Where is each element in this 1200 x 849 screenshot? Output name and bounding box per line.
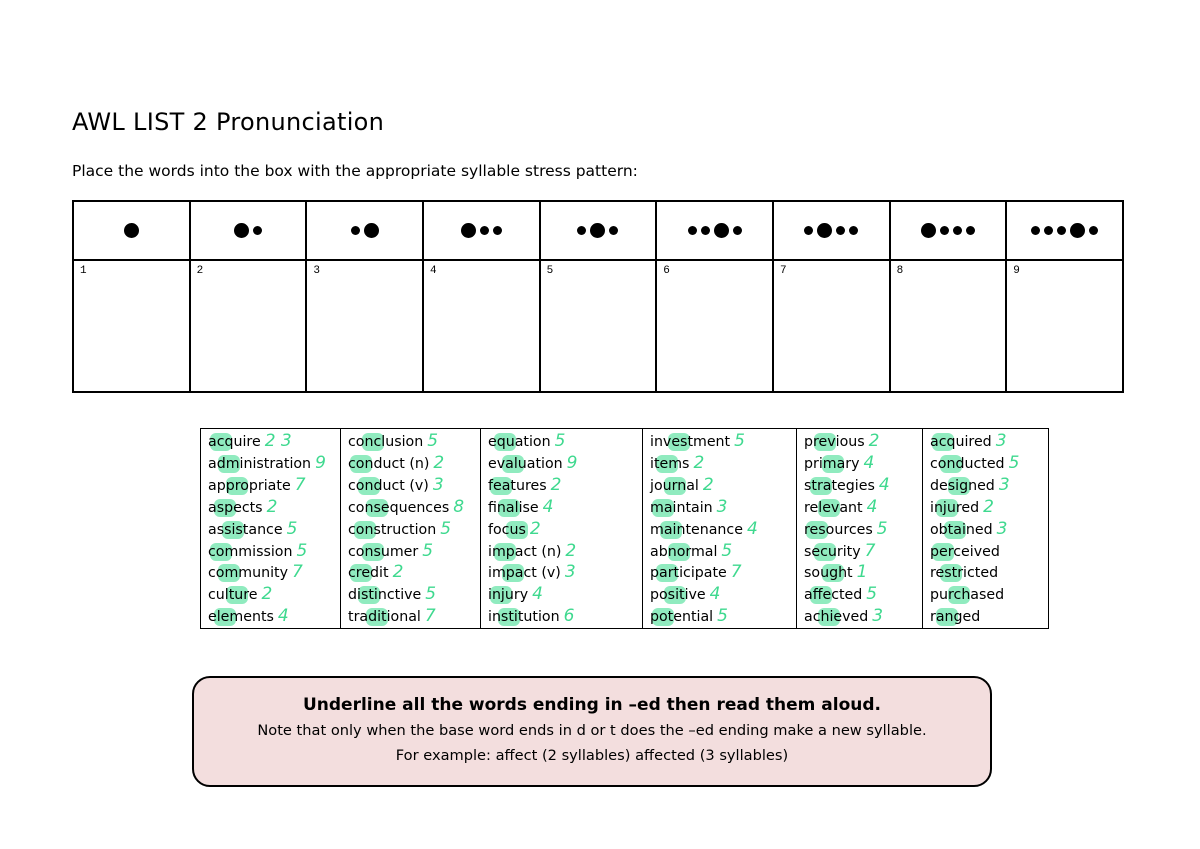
word-text: investment bbox=[650, 434, 731, 450]
word-text: institution bbox=[488, 609, 560, 626]
word-text: community bbox=[208, 565, 289, 582]
stressed-syllable-dot bbox=[921, 223, 936, 238]
word-text: purchased bbox=[930, 587, 1005, 604]
word-item bbox=[208, 562, 340, 584]
word-item bbox=[930, 519, 1048, 541]
handwritten-pattern-number: 5 bbox=[721, 540, 733, 561]
handwritten-pattern-number: 7 bbox=[294, 474, 306, 495]
word-item bbox=[650, 562, 796, 584]
answer-box-7[interactable] bbox=[773, 260, 890, 392]
word-item bbox=[348, 562, 480, 584]
handwritten-pattern-number: 5 bbox=[876, 518, 888, 539]
handwritten-pattern-number: 3 bbox=[995, 431, 1007, 451]
handwritten-pattern-number: 4 bbox=[746, 518, 758, 539]
word-text: injured bbox=[930, 499, 980, 516]
word-text: impact (v) bbox=[488, 565, 561, 582]
handwritten-pattern-number: 5 bbox=[554, 431, 566, 451]
word-item bbox=[930, 541, 1048, 563]
word-item bbox=[930, 497, 1048, 519]
word-text: restricted bbox=[930, 565, 999, 582]
word-text: obtained bbox=[930, 521, 993, 538]
word-text: acquire bbox=[208, 434, 261, 450]
word-text: designed bbox=[930, 477, 995, 494]
word-item bbox=[208, 541, 340, 563]
unstressed-syllable-dot bbox=[351, 226, 360, 235]
handwritten-pattern-number: 4 bbox=[277, 606, 289, 627]
handwritten-pattern-number: 3 bbox=[998, 474, 1010, 495]
stressed-syllable-dot bbox=[817, 223, 832, 238]
word-item bbox=[208, 497, 340, 519]
word-item bbox=[650, 519, 796, 541]
handwritten-pattern-number: 2 bbox=[261, 584, 273, 605]
unstressed-syllable-dot bbox=[966, 226, 975, 235]
word-item bbox=[348, 519, 480, 541]
handwritten-pattern-number: 9 bbox=[566, 452, 578, 473]
stressed-syllable-dot bbox=[714, 223, 729, 238]
word-text: distinctive bbox=[348, 587, 422, 604]
stressed-syllable-dot bbox=[124, 223, 139, 238]
word-item bbox=[930, 562, 1048, 584]
handwritten-pattern-number: 8 bbox=[453, 496, 465, 517]
unstressed-syllable-dot bbox=[1044, 226, 1053, 235]
word-item bbox=[488, 519, 642, 541]
word-item bbox=[488, 475, 642, 497]
unstressed-syllable-dot bbox=[1089, 226, 1098, 235]
handwritten-pattern-number: 5 bbox=[427, 431, 439, 451]
unstressed-syllable-dot bbox=[849, 226, 858, 235]
word-column-4 bbox=[643, 429, 797, 629]
handwritten-pattern-number: 3 bbox=[716, 496, 728, 517]
stress-pattern-grid bbox=[72, 200, 1124, 393]
stressed-syllable-dot bbox=[590, 223, 605, 238]
unstressed-syllable-dot bbox=[953, 226, 962, 235]
answer-box-4[interactable] bbox=[423, 260, 540, 392]
word-text: maintain bbox=[650, 499, 713, 516]
handwritten-pattern-number: 5 bbox=[440, 518, 452, 539]
word-text: participate bbox=[650, 565, 727, 582]
word-item bbox=[348, 453, 480, 475]
word-text: conduct (v) bbox=[348, 477, 429, 494]
word-item bbox=[804, 431, 922, 453]
answer-box-number: 6 bbox=[663, 265, 670, 277]
handwritten-pattern-number: 9 bbox=[315, 452, 326, 473]
handwritten-pattern-number: 3 bbox=[432, 474, 444, 495]
answer-box-number: 2 bbox=[196, 265, 204, 277]
word-item bbox=[930, 431, 1048, 453]
word-item bbox=[804, 562, 922, 584]
handwritten-pattern-number: 6 bbox=[563, 606, 575, 627]
word-text: security bbox=[804, 543, 861, 560]
word-text: journal bbox=[650, 477, 699, 494]
handwritten-pattern-number: 5 bbox=[1008, 452, 1020, 473]
note-heading: Underline all the words ending in –ed then read them aloud. bbox=[302, 695, 882, 715]
word-text: aspects bbox=[208, 499, 263, 516]
stress-pattern-3 bbox=[306, 201, 423, 260]
word-text: items bbox=[650, 455, 690, 472]
word-text: ranged bbox=[930, 609, 981, 626]
word-item bbox=[208, 453, 340, 475]
answer-box-5[interactable] bbox=[540, 260, 657, 392]
stress-pattern-7 bbox=[773, 201, 890, 260]
unstressed-syllable-dot bbox=[480, 226, 489, 235]
handwritten-pattern-number: 5 bbox=[425, 584, 437, 605]
word-text: conducted bbox=[930, 455, 1005, 472]
handwritten-pattern-number: 4 bbox=[878, 474, 890, 495]
answer-box-3[interactable] bbox=[306, 260, 423, 392]
word-column-3 bbox=[481, 429, 643, 629]
unstressed-syllable-dot bbox=[701, 226, 710, 235]
note-rule: Note that only when the base word ends in d or t does the –ed ending make a new syllable. bbox=[257, 722, 927, 739]
handwritten-pattern-number: 2 3 bbox=[264, 431, 292, 451]
handwritten-pattern-number: 3 bbox=[872, 606, 884, 627]
handwritten-pattern-number: 2 bbox=[433, 452, 445, 473]
word-item bbox=[208, 584, 340, 606]
word-item bbox=[930, 475, 1048, 497]
word-text: focus bbox=[488, 521, 526, 538]
handwritten-pattern-number: 2 bbox=[868, 431, 880, 451]
stress-pattern-6 bbox=[656, 201, 773, 260]
handwritten-pattern-number: 2 bbox=[550, 474, 562, 495]
word-column-5 bbox=[797, 429, 923, 629]
word-text: impact (n) bbox=[488, 543, 562, 560]
word-text: administration bbox=[208, 455, 312, 472]
page-title: AWL LIST 2 Pronunciation bbox=[72, 108, 385, 136]
word-text: elements bbox=[208, 609, 274, 626]
word-item bbox=[650, 475, 796, 497]
word-item bbox=[488, 453, 642, 475]
handwritten-pattern-number: 7 bbox=[864, 540, 876, 561]
word-item bbox=[804, 606, 922, 628]
word-item bbox=[650, 431, 796, 453]
word-item bbox=[488, 431, 642, 453]
answer-box-9[interactable] bbox=[1006, 260, 1123, 392]
unstressed-syllable-dot bbox=[577, 226, 586, 235]
stressed-syllable-dot bbox=[364, 223, 379, 238]
answer-box-number: 4 bbox=[429, 265, 437, 277]
unstressed-syllable-dot bbox=[493, 226, 502, 235]
word-item bbox=[208, 606, 340, 628]
word-text: affected bbox=[804, 587, 863, 604]
word-text: previous bbox=[804, 434, 865, 450]
word-text: credit bbox=[348, 565, 389, 582]
word-text: relevant bbox=[804, 499, 863, 516]
handwritten-pattern-number: 5 bbox=[422, 540, 434, 561]
word-item bbox=[650, 541, 796, 563]
instruction-text: Place the words into the box with the appropriate syllable stress pattern: bbox=[72, 162, 638, 180]
stress-pattern-9 bbox=[1006, 201, 1123, 260]
stress-pattern-4 bbox=[423, 201, 540, 260]
word-column-6 bbox=[923, 429, 1049, 629]
word-item bbox=[348, 606, 480, 628]
word-list-table bbox=[200, 428, 1049, 629]
word-text: commission bbox=[208, 543, 293, 560]
word-text: conduct (n) bbox=[348, 455, 430, 472]
word-text: traditional bbox=[348, 609, 421, 626]
handwritten-pattern-number: 4 bbox=[542, 496, 554, 517]
handwritten-pattern-number: 3 bbox=[996, 518, 1008, 539]
stress-pattern-5 bbox=[540, 201, 657, 260]
word-item bbox=[930, 453, 1048, 475]
word-item bbox=[804, 541, 922, 563]
word-text: features bbox=[488, 477, 547, 494]
unstressed-syllable-dot bbox=[940, 226, 949, 235]
word-text: maintenance bbox=[650, 521, 743, 538]
word-item bbox=[348, 584, 480, 606]
stress-pattern-1 bbox=[73, 201, 190, 260]
word-item bbox=[488, 606, 642, 628]
unstressed-syllable-dot bbox=[1031, 226, 1040, 235]
word-item bbox=[930, 584, 1048, 606]
handwritten-pattern-number: 5 bbox=[296, 540, 308, 561]
unstressed-syllable-dot bbox=[733, 226, 742, 235]
handwritten-pattern-number: 2 bbox=[693, 452, 705, 473]
handwritten-pattern-number: 7 bbox=[730, 562, 742, 583]
word-text: consequences bbox=[348, 499, 450, 516]
handwritten-pattern-number: 4 bbox=[863, 452, 875, 473]
stress-pattern-8 bbox=[890, 201, 1007, 260]
answer-box-8[interactable] bbox=[890, 260, 1007, 392]
word-item bbox=[930, 606, 1048, 628]
word-text: strategies bbox=[804, 477, 875, 494]
handwritten-pattern-number: 7 bbox=[292, 562, 303, 583]
word-item bbox=[488, 584, 642, 606]
word-item bbox=[488, 562, 642, 584]
word-item bbox=[348, 431, 480, 453]
answer-box-number: 9 bbox=[1013, 265, 1020, 277]
stressed-syllable-dot bbox=[461, 223, 476, 238]
word-item bbox=[804, 475, 922, 497]
word-item bbox=[650, 606, 796, 628]
word-item bbox=[804, 519, 922, 541]
handwritten-pattern-number: 5 bbox=[717, 606, 728, 627]
word-text: sought bbox=[804, 565, 853, 582]
word-column-2 bbox=[341, 429, 481, 629]
handwritten-pattern-number: 2 bbox=[565, 540, 577, 561]
handwritten-pattern-number: 2 bbox=[702, 474, 714, 495]
handwritten-pattern-number: 1 bbox=[856, 562, 868, 583]
handwritten-pattern-number: 2 bbox=[983, 496, 994, 517]
word-item bbox=[348, 497, 480, 519]
word-text: injury bbox=[488, 587, 529, 604]
answer-box-number: 1 bbox=[80, 265, 87, 277]
word-text: assistance bbox=[208, 521, 283, 538]
word-item bbox=[650, 453, 796, 475]
note-example: For example: affect (2 syllables) affected (3 syllables) bbox=[395, 747, 789, 764]
answer-box-1[interactable] bbox=[73, 260, 190, 392]
word-item bbox=[488, 541, 642, 563]
handwritten-pattern-number: 5 bbox=[734, 431, 745, 451]
word-item bbox=[348, 475, 480, 497]
word-text: culture bbox=[208, 587, 258, 604]
word-text: potential bbox=[650, 609, 714, 626]
word-text: positive bbox=[650, 587, 706, 604]
handwritten-pattern-number: 2 bbox=[266, 496, 278, 517]
word-item bbox=[208, 475, 340, 497]
word-text: evaluation bbox=[488, 455, 563, 472]
word-text: perceived bbox=[930, 543, 1000, 560]
stress-pattern-2 bbox=[190, 201, 307, 260]
unstressed-syllable-dot bbox=[688, 226, 697, 235]
word-text: abnormal bbox=[650, 543, 718, 560]
unstressed-syllable-dot bbox=[253, 226, 262, 235]
word-item bbox=[650, 497, 796, 519]
word-text: consumer bbox=[348, 543, 419, 560]
word-text: construction bbox=[348, 521, 437, 538]
handwritten-pattern-number: 4 bbox=[709, 584, 721, 605]
word-text: equation bbox=[488, 434, 551, 450]
handwritten-pattern-number: 7 bbox=[424, 606, 436, 627]
word-item bbox=[804, 584, 922, 606]
word-text: conclusion bbox=[348, 434, 424, 450]
answer-box-number: 7 bbox=[779, 265, 787, 277]
answer-box-row bbox=[73, 260, 1123, 392]
word-item bbox=[208, 519, 340, 541]
word-text: acquired bbox=[930, 434, 992, 450]
word-item bbox=[804, 453, 922, 475]
answer-box-6[interactable] bbox=[656, 260, 773, 392]
word-column-1 bbox=[201, 429, 341, 629]
word-text: resources bbox=[804, 521, 873, 538]
answer-box-number: 8 bbox=[896, 265, 904, 277]
note-box bbox=[192, 676, 992, 787]
handwritten-pattern-number: 4 bbox=[866, 496, 878, 517]
unstressed-syllable-dot bbox=[1057, 226, 1066, 235]
answer-box-number: 5 bbox=[546, 265, 554, 277]
handwritten-pattern-number: 2 bbox=[529, 518, 541, 539]
handwritten-pattern-number: 3 bbox=[564, 562, 576, 583]
handwritten-pattern-number: 5 bbox=[286, 518, 298, 539]
word-text: appropriate bbox=[208, 477, 291, 494]
stressed-syllable-dot bbox=[1070, 223, 1085, 238]
handwritten-pattern-number: 5 bbox=[866, 584, 878, 605]
word-text: primary bbox=[804, 455, 860, 472]
word-text: achieved bbox=[804, 609, 869, 626]
word-item bbox=[348, 541, 480, 563]
unstressed-syllable-dot bbox=[609, 226, 618, 235]
stress-pattern-row bbox=[73, 201, 1123, 260]
stressed-syllable-dot bbox=[234, 223, 249, 238]
word-item bbox=[208, 431, 340, 453]
word-item bbox=[488, 497, 642, 519]
answer-box-number: 3 bbox=[313, 265, 320, 277]
answer-box-2[interactable] bbox=[190, 260, 307, 392]
word-item bbox=[804, 497, 922, 519]
word-text: finalise bbox=[488, 499, 539, 516]
unstressed-syllable-dot bbox=[804, 226, 813, 235]
unstressed-syllable-dot bbox=[836, 226, 845, 235]
handwritten-pattern-number: 4 bbox=[532, 584, 543, 605]
word-item bbox=[650, 584, 796, 606]
handwritten-pattern-number: 2 bbox=[392, 562, 404, 583]
